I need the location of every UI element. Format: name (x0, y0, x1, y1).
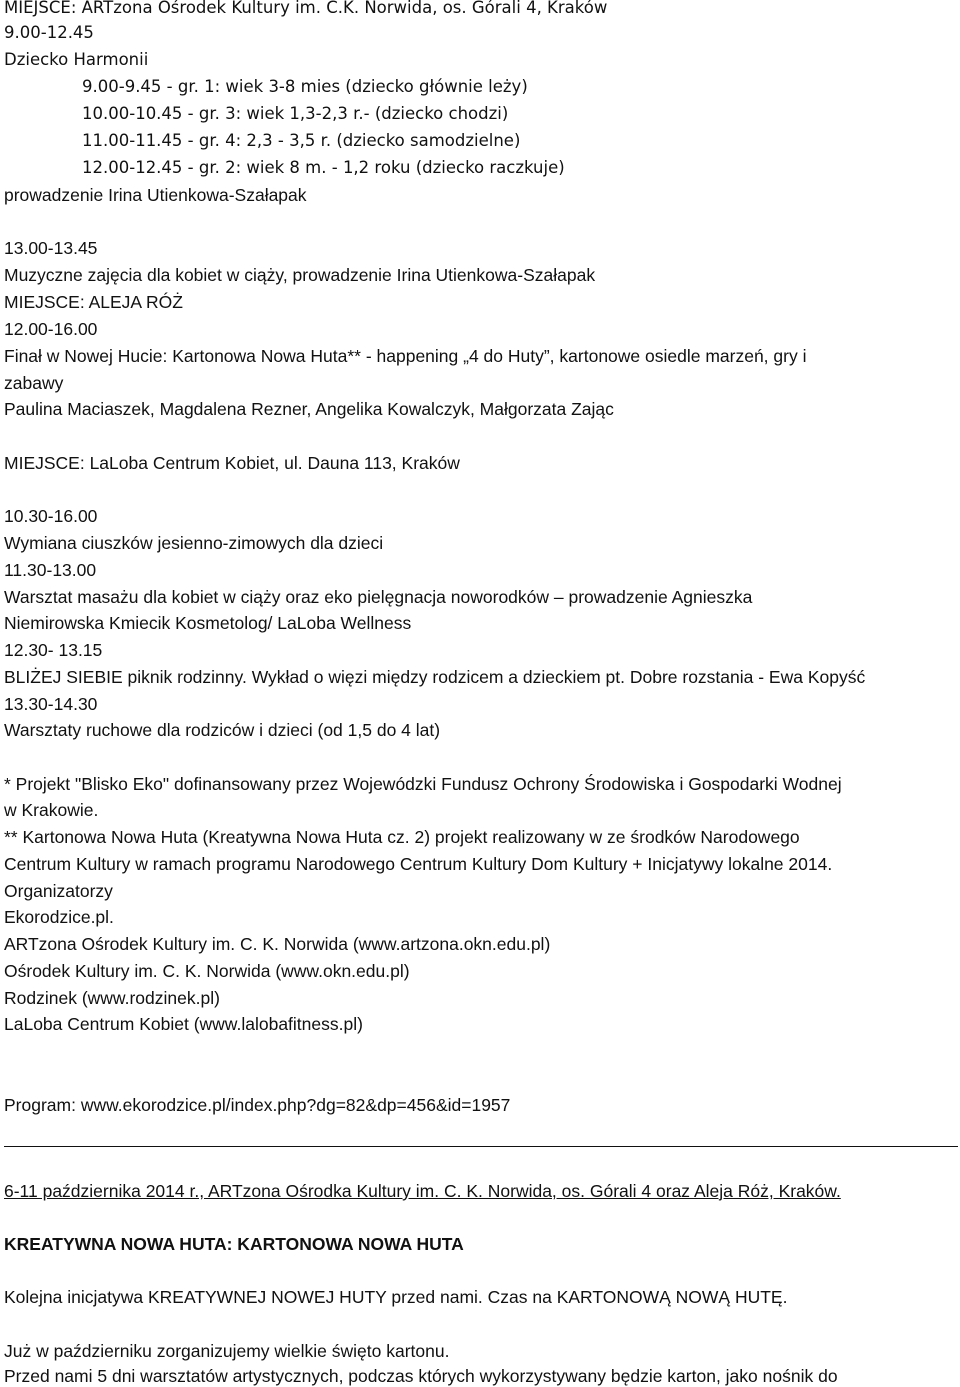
organizer-item: ARTzona Ośrodek Kultury im. C. K. Norwida (www.artzona.okn.edu.pl) (4, 934, 551, 954)
event-description: Muzyczne zajęcia dla kobiet w ciąży, prowadzenie Irina Utienkowa-Szałapak (4, 265, 596, 285)
article-paragraph: Już w październiku zorganizujemy wielkie święto kartonu. (4, 1341, 450, 1361)
lead-line: prowadzenie Irina Utienkowa-Szałapak (4, 185, 307, 205)
event-description: Niemirowska Kmiecik Kosmetolog/ LaLoba Wellness (4, 613, 412, 633)
group-line: 12.00-12.45 - gr. 2: wiek 8 m. - 1,2 roku (dziecko raczkuje) (82, 158, 565, 177)
footnote: Centrum Kultury w ramach programu Narodowego Centrum Kultury Dom Kultury + Inicjatywy lokalne 2014. (4, 854, 833, 874)
group-line: 9.00-9.45 - gr. 1: wiek 3-8 mies (dziecko głównie leży) (82, 77, 528, 96)
time-line: 12.30- 13.15 (4, 640, 103, 660)
article-dateline: 6-11 października 2014 r., ARTzona Ośrodka Kultury im. C. K. Norwida, os. Górali 4 oraz Aleja Róż, Kraków. (4, 1181, 841, 1201)
article-heading: KREATYWNA NOWA HUTA: KARTONOWA NOWA HUTA (4, 1234, 464, 1254)
organizers-heading: Organizatorzy (4, 881, 113, 901)
event-description: Warsztaty ruchowe dla rodziców i dzieci (od 1,5 do 4 lat) (4, 720, 441, 740)
venue-line: MIEJSCE: ARTzona Ośrodek Kultury im. C.K. Norwida, os. Górali 4, Kraków (4, 0, 608, 17)
group-line: 10.00-10.45 - gr. 3: wiek 1,3-2,3 r.- (dziecko chodzi) (82, 104, 509, 123)
time-line: 13.30-14.30 (4, 694, 98, 714)
event-description: BLIŻEJ SIEBIE piknik rodzinny. Wykład o więzi między rodzicem a dzieckiem pt. Dobre rozstania - Ewa Kopyść (4, 667, 866, 687)
time-line: 11.30-13.00 (4, 560, 97, 580)
workshop-title: Dziecko Harmonii (4, 50, 149, 69)
program-link[interactable]: Program: www.ekorodzice.pl/index.php?dg=82&dp=456&id=1957 (4, 1095, 511, 1115)
organizer-item: Ekorodzice.pl. (4, 907, 114, 927)
event-description: Finał w Nowej Hucie: Kartonowa Nowa Huta** - happening „4 do Huty”, kartonowe osiedle marzeń, gry i (4, 346, 807, 366)
event-description: Warsztat masażu dla kobiet w ciąży oraz eko pielęgnacja noworodków – prowadzenie Agnieszka (4, 587, 753, 607)
time-line: 10.30-16.00 (4, 506, 98, 526)
people-line: Paulina Maciaszek, Magdalena Rezner, Angelika Kowalczyk, Małgorzata Zając (4, 399, 614, 419)
footnote: w Krakowie. (4, 800, 99, 820)
time-line: 12.00-16.00 (4, 319, 98, 339)
group-line: 11.00-11.45 - gr. 4: 2,3 - 3,5 r. (dziecko samodzielne) (82, 131, 521, 150)
venue-line: MIEJSCE: ALEJA RÓŻ (4, 292, 183, 312)
venue-line: MIEJSCE: LaLoba Centrum Kobiet, ul. Dauna 113, Kraków (4, 453, 460, 473)
time-line: 9.00-12.45 (4, 23, 94, 42)
organizer-item: Ośrodek Kultury im. C. K. Norwida (www.okn.edu.pl) (4, 961, 410, 981)
footnote: ** Kartonowa Nowa Huta (Kreatywna Nowa Huta cz. 2) projekt realizowany w ze środków Narodowego (4, 827, 800, 847)
footnote: * Projekt "Blisko Eko" dofinansowany przez Wojewódzki Fundusz Ochrony Środowiska i Gospodarki Wodnej (4, 774, 842, 794)
article-paragraph: Kolejna inicjatywa KREATYWNEJ NOWEJ HUTY przed nami. Czas na KARTONOWĄ NOWĄ HUTĘ. (4, 1287, 788, 1307)
article-paragraph: Przed nami 5 dni warsztatów artystycznych, podczas których wykorzystywany będzie karton, jako nośnik do (4, 1366, 838, 1386)
horizontal-divider (4, 1146, 958, 1147)
event-description: Wymiana ciuszków jesienno-zimowych dla dzieci (4, 533, 384, 553)
organizer-item: LaLoba Centrum Kobiet (www.lalobafitness.pl) (4, 1014, 363, 1034)
event-description: zabawy (4, 373, 64, 393)
organizer-item: Rodzinek (www.rodzinek.pl) (4, 988, 220, 1008)
time-line: 13.00-13.45 (4, 238, 98, 258)
